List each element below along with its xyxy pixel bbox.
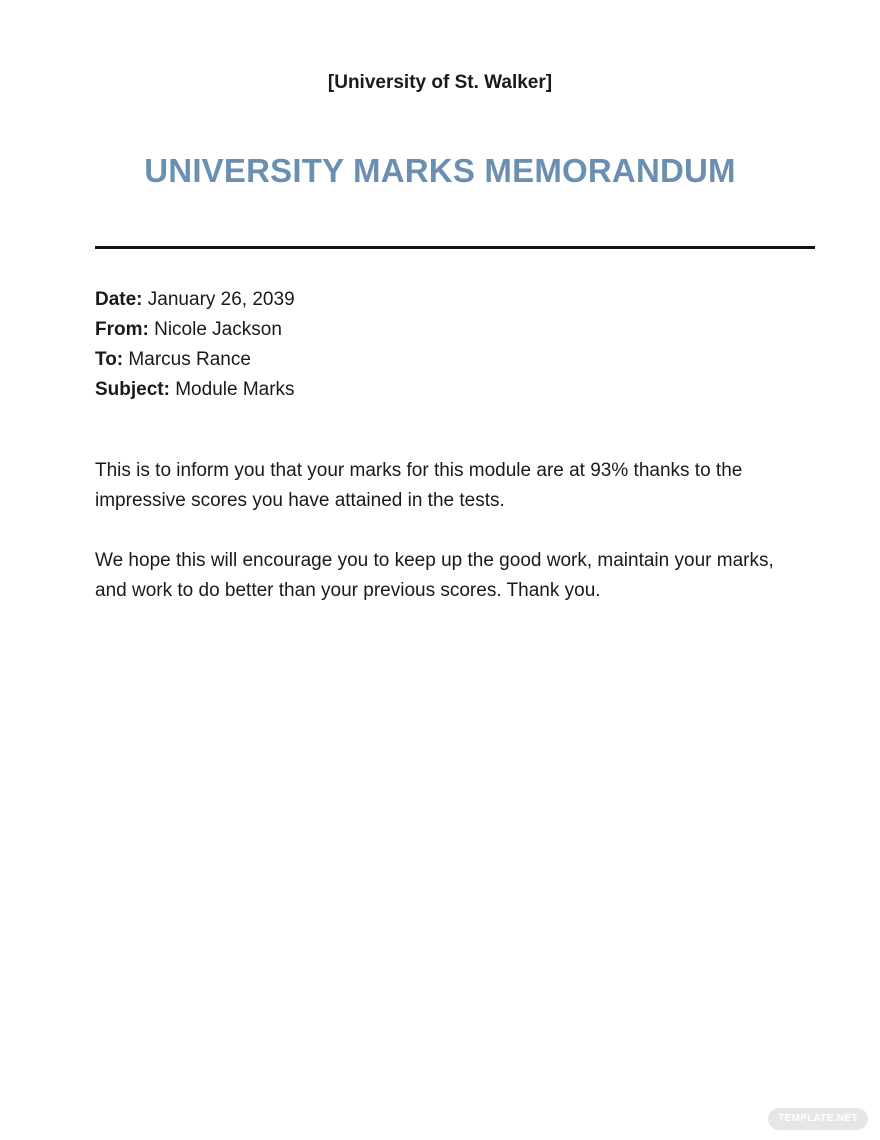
- memo-field-to: [95, 345, 815, 375]
- memo-field-subject: [95, 375, 815, 405]
- page-title: UNIVERSITY MARKS MEMORANDUM: [144, 152, 736, 189]
- body-paragraph: This is to inform you that your marks for this module are at 93% thanks to the impressive scores you have attained in the tests.: [95, 460, 743, 511]
- memo-field-label: Date:: [95, 289, 148, 310]
- memo-body: [95, 456, 785, 636]
- memo-field-value: Marcus Rance: [128, 349, 251, 370]
- memo-field-from: [95, 315, 815, 345]
- memo-field-value: January 26, 2039: [147, 289, 295, 310]
- memo-field-value: Module Marks: [175, 379, 295, 400]
- memo-fields: [95, 285, 815, 405]
- memo-field-label: To:: [95, 349, 129, 370]
- memo-field-label: Subject:: [95, 379, 176, 400]
- header-divider: [95, 246, 815, 249]
- body-paragraph: We hope this will encourage you to keep up the good work, maintain your marks, and work to do better than your previous scores. Thank you.: [95, 550, 774, 601]
- organization-name: [University of St. Walker]: [327, 72, 553, 93]
- memo-field-label: From:: [95, 319, 155, 340]
- memo-field-date: [95, 285, 815, 315]
- memo-field-value: Nicole Jackson: [154, 319, 282, 340]
- watermark-logo: TEMPLATE.NET: [768, 1108, 868, 1130]
